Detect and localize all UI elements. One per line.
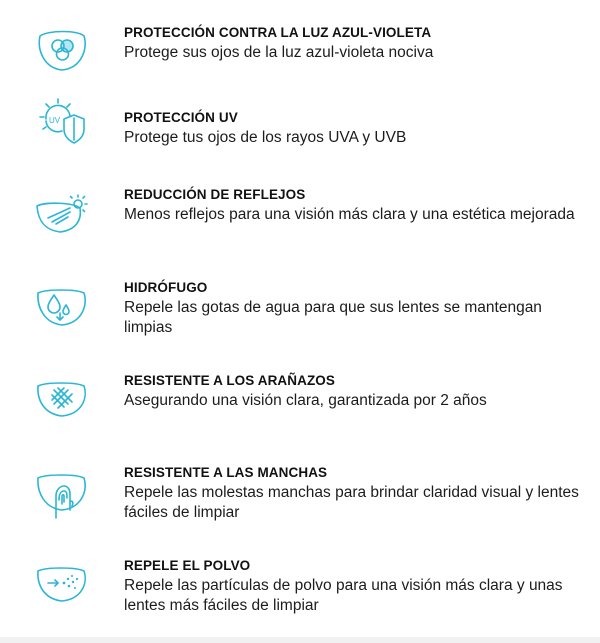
feature-title: REPELE EL POLVO: [124, 558, 251, 573]
bottom-divider: [0, 637, 600, 643]
feature-description: Repele las partículas de polvo para una visión más clara y unas lentes más fáciles de limpiar: [124, 577, 563, 614]
glare-sun-icon: [34, 190, 90, 240]
feature-title: PROTECCIÓN CONTRA LA LUZ AZUL-VIOLETA: [124, 25, 432, 40]
feature-title: REDUCCIÓN DE REFLEJOS: [124, 187, 306, 202]
uv-shield-icon: [34, 97, 90, 147]
feature-description: Repele las molestas manchas para brindar claridad visual y lentes fáciles de limpiar: [124, 484, 579, 521]
feature-description: Asegurando una visión clara, garantizada por 2 años: [124, 392, 487, 409]
feature-description: Protege sus ojos de la luz azul-violeta nociva: [124, 44, 434, 61]
feature-title: HIDRÓFUGO: [124, 280, 208, 295]
feature-text: [124, 109, 584, 148]
scratch-mesh-icon: [34, 374, 90, 424]
feature-description: Protege tus ojos de los rayos UVA y UVB: [124, 129, 407, 146]
feature-description: Menos reflejos para una visión más clara y una estética mejorada: [124, 206, 575, 223]
feature-text: [124, 464, 584, 523]
feature-text: [124, 372, 584, 411]
fingerprint-smudge-icon: [34, 470, 90, 520]
feature-text: [124, 557, 584, 616]
water-drop-icon: [34, 283, 90, 333]
feature-text: [124, 186, 584, 225]
uv-label: UV: [49, 116, 61, 125]
dust-particles-icon: [34, 559, 90, 609]
feature-text: [124, 24, 584, 63]
feature-title: RESISTENTE A LAS MANCHAS: [124, 465, 328, 480]
feature-title: PROTECCIÓN UV: [124, 110, 238, 125]
feature-text: [124, 279, 584, 338]
blue-violet-light-icon: [34, 26, 90, 76]
feature-description: Repele las gotas de agua para que sus lentes se mantengan limpias: [124, 299, 542, 336]
feature-title: RESISTENTE A LOS ARAÑAZOS: [124, 373, 336, 388]
